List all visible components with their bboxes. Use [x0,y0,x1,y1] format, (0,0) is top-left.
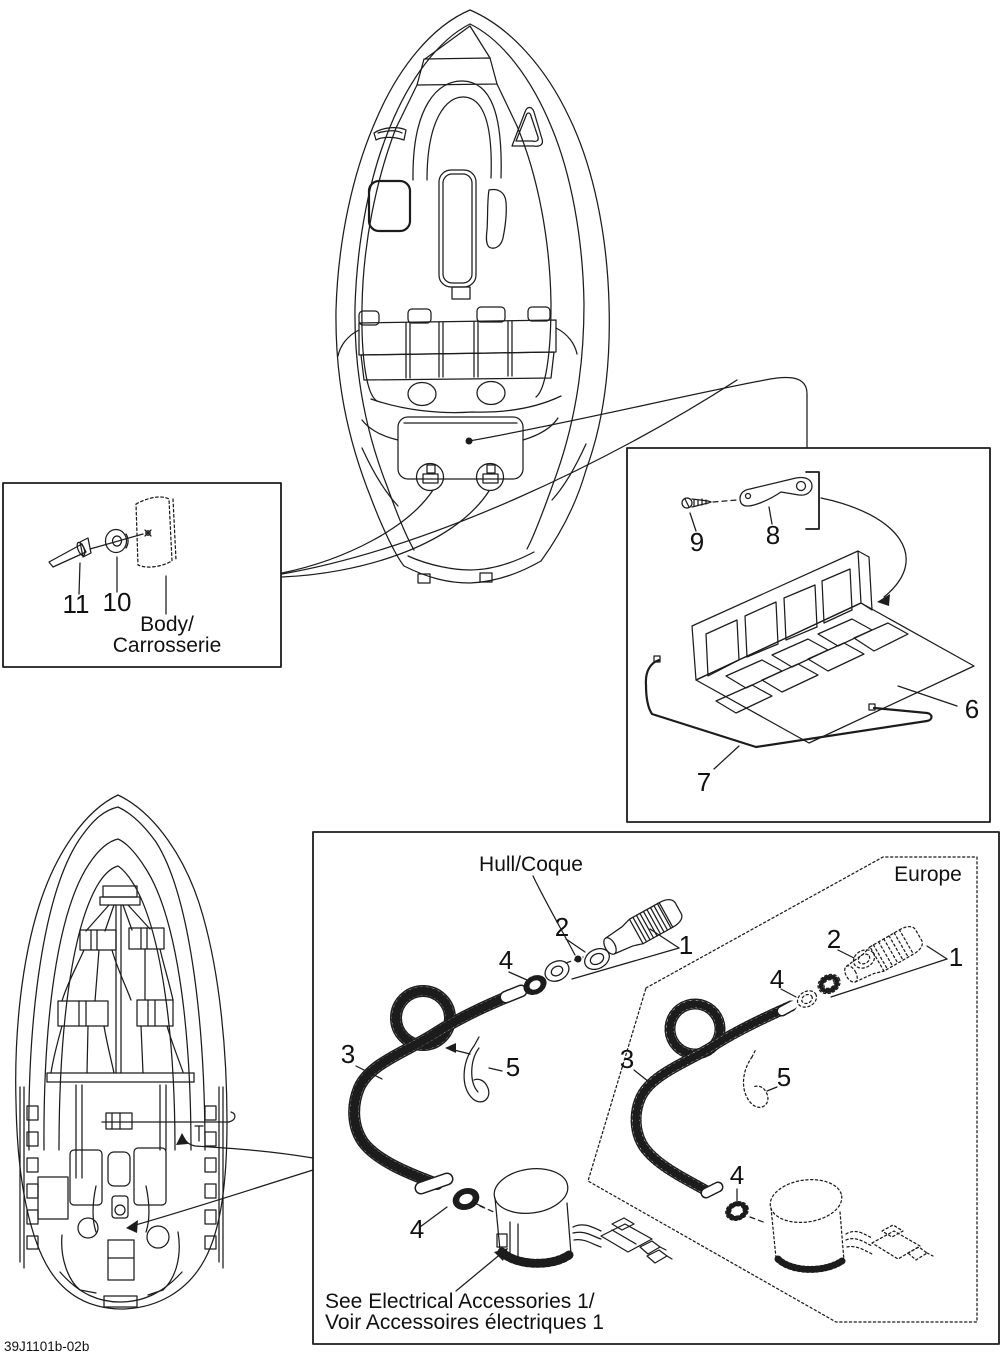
connector-europe [846,1225,933,1260]
hose-3-standard [354,991,521,1188]
install-arrow [821,498,906,597]
callout-3-europe: 3 [619,1044,635,1074]
hull-label: Hull/Coque [479,853,583,876]
callout-4-lower: 4 [409,1214,425,1244]
arrowhead [176,1133,188,1145]
arrowhead [126,1220,138,1233]
arrowhead [877,594,890,606]
cable-tie-5-europe [744,1049,778,1107]
callout-9: 9 [689,527,705,557]
leader-1-europe-a [927,946,947,959]
note-line1: See Electrical Accessories 1/ [325,1290,595,1313]
callout-1: 1 [678,930,694,960]
part-9-screw [682,498,711,508]
plug-1-standard [599,896,685,961]
body-label-line1: Body/ [140,613,194,636]
part-7-wire-frame [646,656,932,747]
europe-label: Europe [894,863,962,886]
storage-box-border [627,448,990,822]
part-8-latch [740,477,812,506]
axis-dash [480,1206,496,1213]
callout-2: 2 [554,912,570,942]
boat-deck-top-view [336,10,609,583]
location-dot [575,956,582,963]
note-arrow [456,1252,503,1291]
callout-5-europe: 5 [776,1062,792,1092]
clamp-4-upper-europe [795,988,820,1011]
grommet-europe [815,971,844,998]
callout-1-europe: 1 [948,942,964,972]
cable-tie-5-standard [445,1037,502,1102]
boat-hull-bow-view [16,795,235,1309]
callout-6: 6 [964,694,980,724]
callout-3: 3 [340,1039,356,1069]
body-box [3,483,281,667]
body-panel-dashed [136,497,176,567]
callout-10: 10 [102,587,132,617]
callout-5: 5 [505,1052,521,1082]
storage-box [627,448,990,822]
axis-dash [750,1217,766,1223]
hose-3-europe [636,1004,793,1193]
callout-4-lower-europe: 4 [729,1160,745,1190]
part-11-pin [49,538,91,567]
connector-standard [573,1218,672,1263]
washer-2-europe [850,946,877,971]
callout-8: 8 [765,520,781,550]
body-label-line2: Carrosserie [112,634,222,657]
leader-6 [898,686,957,706]
screw-axis-dash [713,500,737,502]
leader-1b [572,948,679,979]
clamp-4-lower [450,1185,484,1217]
callout-4-europe: 4 [769,964,785,994]
pump-europe [767,1175,844,1271]
callout-11: 11 [62,589,90,619]
leader-7 [714,746,739,769]
callout-7: 7 [696,767,712,797]
callout-4: 4 [498,945,514,975]
callout-2-europe: 2 [826,924,842,954]
leader-lines [126,378,807,1233]
document-id: 39J1101b-02b [4,1339,90,1354]
plug-1-europe [840,923,926,989]
harness-box [313,832,999,1344]
note-line2: Voir Accessoires électriques 1 [325,1311,604,1334]
bracket-symbol [806,472,819,529]
